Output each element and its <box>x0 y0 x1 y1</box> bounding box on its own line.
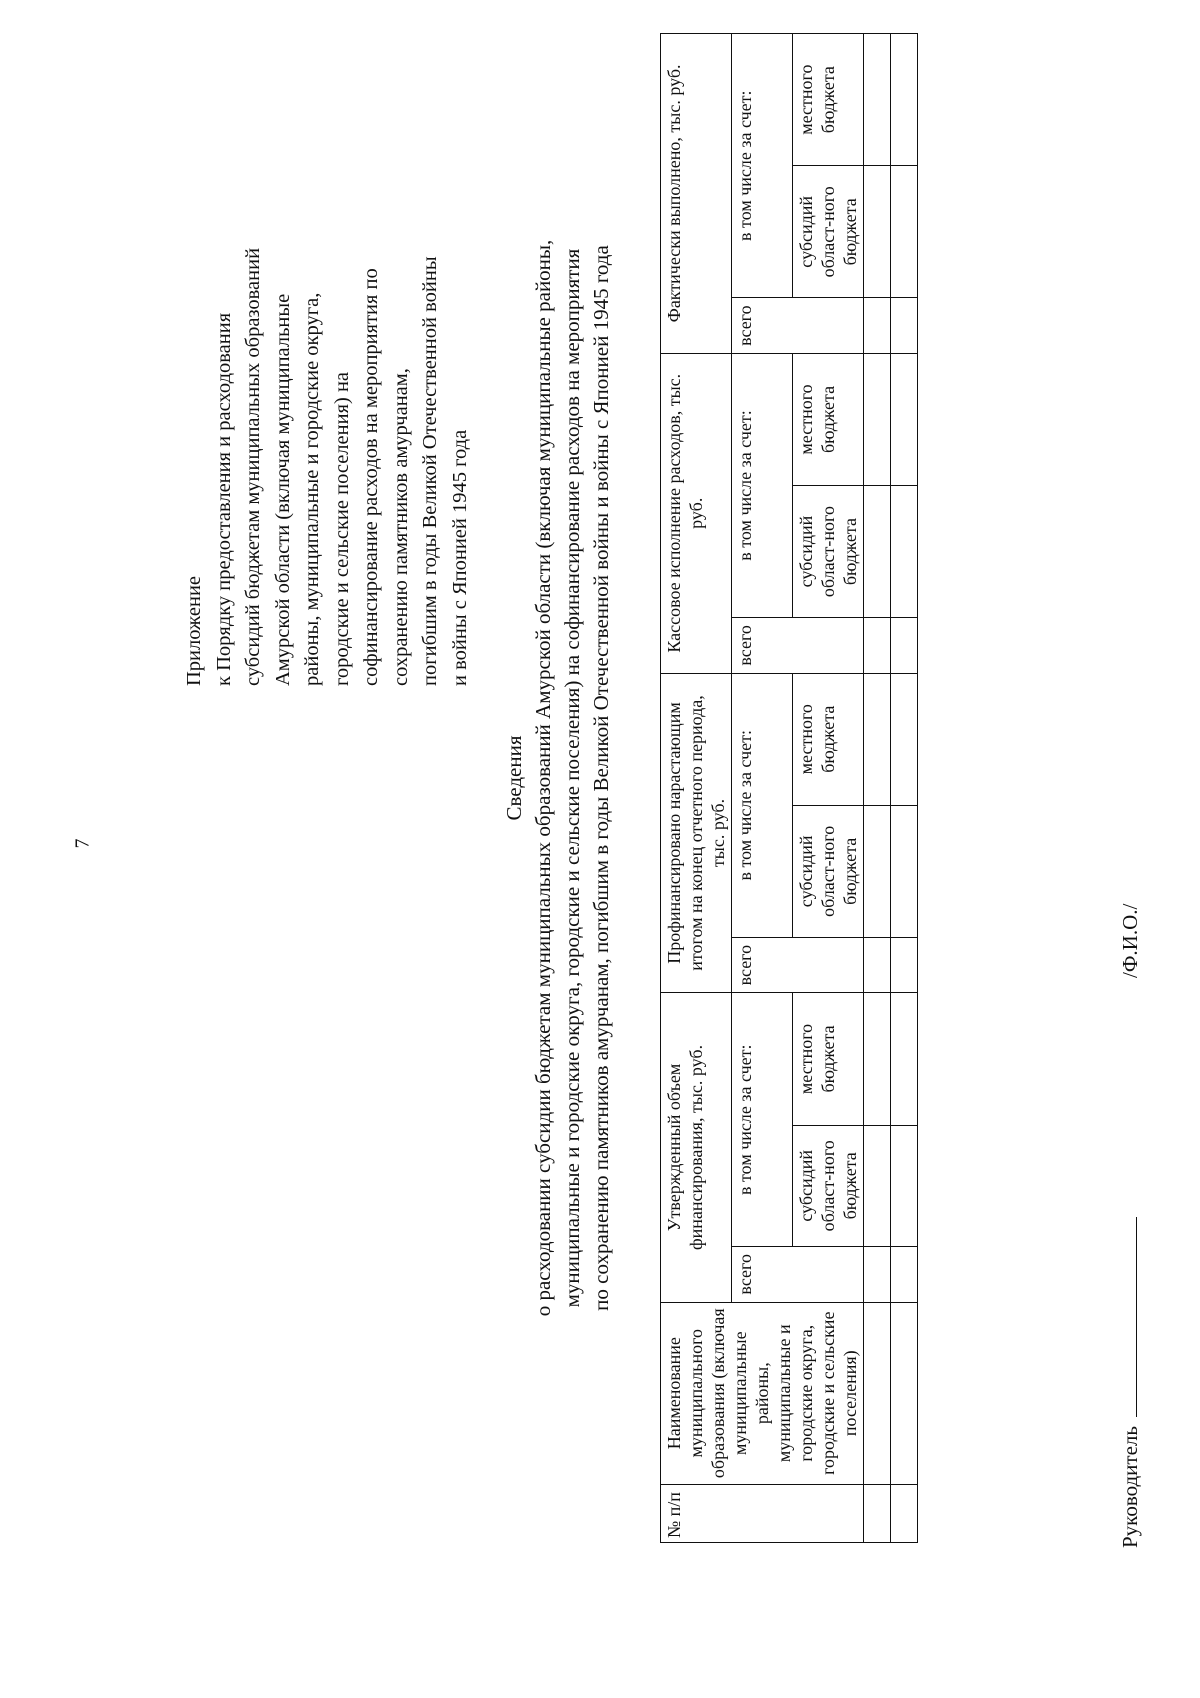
header-regional: субсидий област-ного бюджета <box>793 805 864 937</box>
table-cell <box>891 1125 918 1247</box>
table-cell <box>891 618 918 673</box>
header-total: всего <box>732 937 864 992</box>
appendix-line: и войны с Японией 1945 года <box>448 429 471 686</box>
header-group-actual: Фактически выполнено, тыс. руб. <box>661 34 732 354</box>
table-cell <box>891 673 918 805</box>
title-line: муниципальные и городские округа, городские и сельские поселения) на софинансирование расходов на мероприятия <box>560 248 584 1308</box>
table-cell <box>864 298 891 353</box>
table-cell <box>864 937 891 992</box>
table-row <box>891 34 918 1543</box>
signature-blank <box>1118 1217 1137 1417</box>
table-cell <box>891 166 918 298</box>
header-regional: субсидий област-ного бюджета <box>793 166 864 298</box>
table-row <box>864 34 891 1543</box>
page-number: 7 <box>71 838 94 849</box>
appendix-line: городские и сельские поселения) на <box>330 371 353 686</box>
appendix-line: районы, муниципальные и городские округа, <box>301 292 323 686</box>
table-cell <box>864 673 891 805</box>
header-total: всего <box>732 1247 864 1302</box>
table-cell <box>864 353 891 485</box>
table-cell <box>864 618 891 673</box>
table-cell <box>864 805 891 937</box>
table-cell <box>891 1484 918 1542</box>
appendix-line: Приложение <box>183 575 205 686</box>
table-cell <box>864 1484 891 1542</box>
header-local: местного бюджета <box>793 673 864 805</box>
header-name: Наименование муниципального образования (включая муниципальные районы, муниципальные и городские округа, городские и сельские поселения) <box>661 1302 864 1484</box>
signature-line <box>1118 1213 1143 1548</box>
table-cell <box>891 937 918 992</box>
header-regional: субсидий област-ного бюджета <box>793 1125 864 1247</box>
header-group-approved: Утвержденный объем финансирования, тыс. руб. <box>661 993 732 1302</box>
header-regional: субсидий област-ного бюджета <box>793 486 864 618</box>
table-cell <box>864 1125 891 1247</box>
document-title <box>500 8 616 1548</box>
table-cell <box>891 298 918 353</box>
header-group-financed: Профинансировано нарастающим итогом на конец отчетного периода, тыс. руб. <box>661 673 732 993</box>
header-local: местного бюджета <box>793 993 864 1125</box>
header-including: в том числе за счет: <box>732 993 793 1247</box>
table-cell <box>864 993 891 1125</box>
table-cell <box>864 34 891 166</box>
header-num: № п/п <box>661 1484 864 1542</box>
table-cell <box>864 1302 891 1484</box>
table-cell <box>891 34 918 166</box>
appendix-line: софинансирование расходов на мероприятия по <box>360 268 382 686</box>
header-total: всего <box>732 618 864 673</box>
header-local: местного бюджета <box>793 353 864 485</box>
table-cell <box>891 1302 918 1484</box>
header-group-cash: Кассовое исполнение расходов, тыс. руб. <box>661 353 732 673</box>
appendix-block <box>180 46 475 686</box>
appendix-line: субсидий бюджетам муниципальных образований <box>242 247 264 686</box>
appendix-line: погибшим в годы Великой Отечественной войны <box>419 256 441 686</box>
title-line: о расходовании субсидии бюджетам муниципальных образований Амурской области (включая муниципальные районы, <box>531 239 555 1317</box>
header-including: в том числе за счет: <box>732 34 793 298</box>
table-cell <box>891 486 918 618</box>
report-table <box>660 33 918 1543</box>
table-cell <box>891 993 918 1125</box>
table-cell <box>864 166 891 298</box>
appendix-line: к Порядку предоставления и расходования <box>212 312 235 686</box>
table-cell <box>864 1247 891 1302</box>
header-total: всего <box>732 298 864 353</box>
header-including: в том числе за счет: <box>732 673 793 937</box>
header-local: местного бюджета <box>793 34 864 166</box>
title-heading: Сведения <box>502 735 526 821</box>
table-cell <box>891 353 918 485</box>
title-line: по сохранению памятников амурчанам, погибшим в годы Великой Отечественной войны и войны с Японией 1945 года <box>589 245 613 1311</box>
signature-label: Руководитель <box>1118 1426 1142 1548</box>
header-including: в том числе за счет: <box>732 353 793 617</box>
signature-fio: /Ф.И.О./ <box>1118 903 1142 978</box>
appendix-line: Амурской области (включая муниципальные <box>271 293 294 686</box>
appendix-line: сохранению памятников амурчанам, <box>389 368 412 686</box>
table-cell <box>891 1247 918 1302</box>
table-cell <box>891 805 918 937</box>
table-cell <box>864 486 891 618</box>
